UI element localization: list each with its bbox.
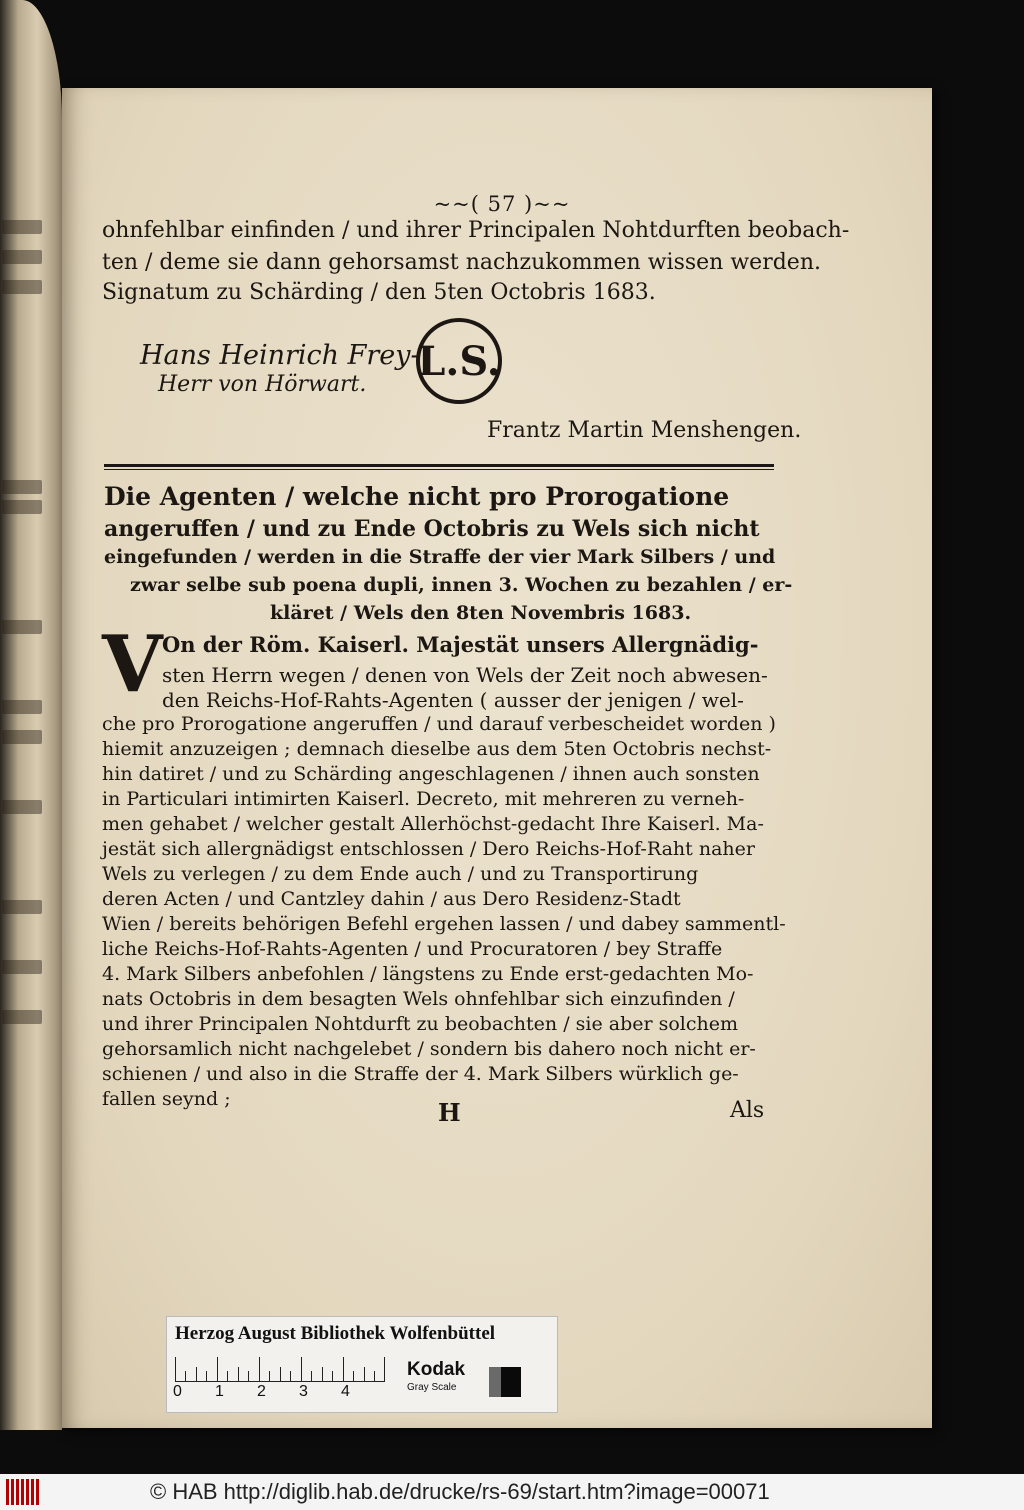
text-line: gehorsamlich nicht nachgelebet / sondern bis dahero noch nicht er- <box>102 1038 756 1060</box>
ruler-number: 0 <box>173 1383 182 1400</box>
text-line: und ihrer Principalen Nohtdurft zu beobachten / sie aber solchem <box>102 1013 739 1035</box>
text-line: men gehabet / welcher gestalt Allerhöchst-gedacht Ihre Kaiserl. Ma- <box>102 813 764 835</box>
text-line: schienen / und also in die Straffe der 4. Mark Silbers würklich ge- <box>102 1063 739 1085</box>
divider-rule <box>104 464 774 467</box>
seal-stamp <box>416 318 502 404</box>
section-title-line: zwar selbe sub poena dupli, innen 3. Wochen zu bezahlen / er- <box>130 574 793 596</box>
page-header: ~~( 57 )~~ <box>433 192 571 216</box>
ruler-number: 3 <box>299 1383 308 1400</box>
divider-rule <box>104 469 774 470</box>
text-line: ohnfehlbar einfinden / und ihrer Principalen Nohtdurften beobach- <box>102 218 850 243</box>
catchword: Als <box>730 1098 765 1123</box>
section-title-line: Die Agenten / welche nicht pro Prorogatione <box>104 482 730 511</box>
text-line: den Reichs-Hof-Rahts-Agenten ( ausser der jenigen / wel- <box>162 688 744 712</box>
gray-scale-label: Gray Scale <box>407 1382 457 1393</box>
text-line: On der Röm. Kaiserl. Majestät unsers Allergnädig- <box>162 632 759 657</box>
ruler-number: 4 <box>341 1383 350 1400</box>
signature-title: Herr von Hörwart. <box>158 372 367 397</box>
seal-text: L.S. <box>417 337 501 385</box>
text-line: nats Octobris in dem besagten Wels ohnfehlbar sich einzufinden / <box>102 988 735 1010</box>
gray-chip <box>489 1367 501 1397</box>
text-line: Wels zu verlegen / zu dem Ende auch / und zu Transportirung <box>102 863 699 885</box>
color-calibration-bar <box>166 1316 558 1413</box>
adjacent-page-edge <box>0 0 62 1430</box>
section-title-line: eingefunden / werden in die Straffe der vier Mark Silbers / und <box>104 546 776 568</box>
hab-logo-icon <box>6 1479 40 1505</box>
text-line: 4. Mark Silbers anbefohlen / längstens zu Ende erst-gedachten Mo- <box>102 963 754 985</box>
black-chip <box>501 1367 521 1397</box>
copyright-link[interactable]: © HAB http://diglib.hab.de/drucke/rs-69/start.htm?image=00071 <box>150 1479 770 1504</box>
ruler-number: 2 <box>257 1383 266 1400</box>
text-line: Wien / bereits behörigen Befehl ergehen lassen / und dabey sammentl- <box>102 913 786 935</box>
section-title-line: kläret / Wels den 8ten Novembris 1683. <box>270 602 692 624</box>
drop-capital: V <box>102 619 163 710</box>
signature-mark: H <box>438 1098 461 1127</box>
signature-name: Hans Heinrich Frey- <box>140 340 420 371</box>
text-line: ten / deme sie dann gehorsamst nachzukommen wissen werden. <box>102 250 821 275</box>
text-line: in Particulari intimirten Kaiserl. Decreto, mit mehreren zu verneh- <box>102 788 745 810</box>
section-title-line: angeruffen / und zu Ende Octobris zu Wels sich nicht <box>104 516 760 542</box>
text-line: hin datiret / und zu Schärding angeschlagenen / ihnen auch sonsten <box>102 763 760 785</box>
text-line: che pro Prorogatione angeruffen / und darauf verbescheidet worden ) <box>102 713 776 735</box>
signature-name: Frantz Martin Menshengen. <box>487 418 802 443</box>
text-line: liche Reichs-Hof-Rahts-Agenten / und Procuratoren / bey Straffe <box>102 938 723 960</box>
text-line: sten Herrn wegen / denen von Wels der Zeit noch abwesen- <box>162 663 768 687</box>
institution-label: Herzog August Bibliothek Wolfenbüttel <box>175 1323 496 1344</box>
measurement-ruler <box>175 1357 385 1382</box>
text-line: hiemit anzuzeigen ; demnach dieselbe aus dem 5ten Octobris nechst- <box>102 738 772 760</box>
text-line: jestät sich allergnädigst entschlossen / Dero Reichs-Hof-Raht naher <box>102 838 755 860</box>
brand-label: Kodak <box>407 1359 466 1380</box>
ruler-number: 1 <box>215 1383 224 1400</box>
text-line: deren Acten / und Cantzley dahin / aus Dero Residenz-Stadt <box>102 888 681 910</box>
footer-bar <box>0 1474 1024 1510</box>
text-line: fallen seynd ; <box>102 1088 231 1110</box>
document-page <box>62 88 932 1428</box>
text-line: Signatum zu Schärding / den 5ten Octobris 1683. <box>102 280 656 305</box>
